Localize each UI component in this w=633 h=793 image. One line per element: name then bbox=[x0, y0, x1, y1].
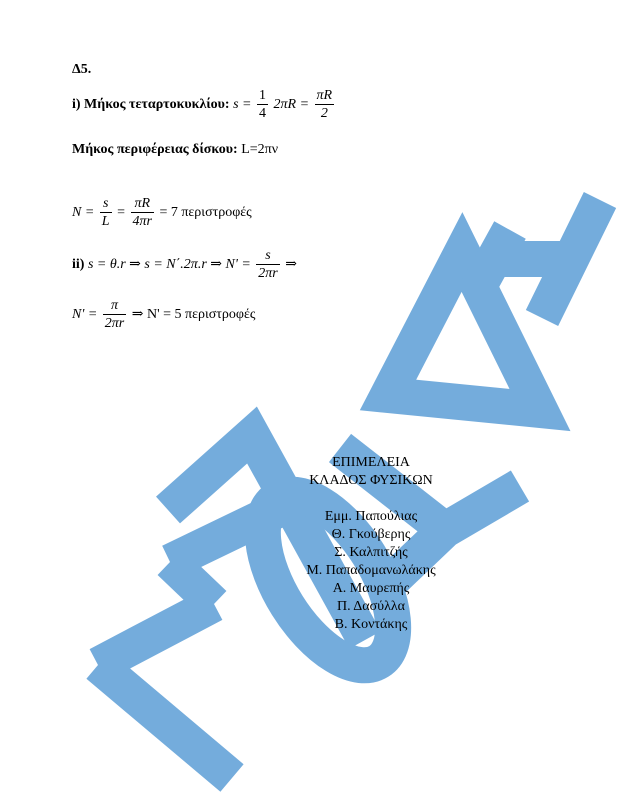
credits-name: Θ. Γκούβερης bbox=[331, 527, 411, 542]
fraction-numerator: s bbox=[256, 248, 279, 265]
fraction-s-over-2pi-r bbox=[256, 248, 279, 282]
n-prime-lhs: N' = bbox=[72, 307, 98, 323]
part-ii-label: ii) bbox=[72, 257, 85, 273]
credits-name: Β. Κοντάκης bbox=[334, 617, 408, 632]
credits-name: Εμμ. Παπούλιας bbox=[324, 509, 418, 524]
credits-title: ΕΠΙΜΕΛΕΙΑ bbox=[332, 455, 410, 470]
perimeter-line bbox=[72, 142, 278, 158]
fraction-denominator: 2πr bbox=[258, 266, 278, 282]
fraction-numerator: πR bbox=[315, 88, 335, 105]
fraction-s-over-l bbox=[100, 196, 112, 230]
n-equation-lhs: N = bbox=[72, 205, 95, 221]
part-i-lhs: s = bbox=[233, 97, 252, 113]
fraction-numerator: π bbox=[103, 298, 126, 315]
fraction-denominator: 4 bbox=[259, 106, 267, 122]
credits-spacer bbox=[266, 490, 476, 508]
fraction-pi-over-2pi-r bbox=[103, 298, 126, 332]
n-equation-line bbox=[72, 196, 252, 230]
part-ii-line bbox=[72, 248, 297, 282]
fraction-denominator: 2πr bbox=[104, 316, 125, 332]
section-heading: Δ5. bbox=[72, 62, 92, 77]
fraction-denominator: L bbox=[101, 214, 110, 230]
n-prime-line bbox=[72, 298, 255, 332]
fraction-denominator: 4πr bbox=[132, 214, 152, 230]
credits-name: Μ. Παπαδομανωλάκης bbox=[306, 563, 436, 578]
credits-name: Σ. Καλπιτζής bbox=[334, 545, 408, 560]
n-equation-result: = 7 περιστροφές bbox=[159, 205, 252, 221]
part-i-label: i) Μήκος τεταρτοκυκλίου: bbox=[72, 97, 230, 113]
fraction-denominator: 2 bbox=[320, 106, 328, 122]
fraction-numerator: s bbox=[100, 196, 112, 213]
fraction-pi-r-over-2 bbox=[315, 88, 335, 122]
fraction-one-quarter bbox=[257, 88, 268, 122]
part-i-mid: 2πR = bbox=[273, 97, 310, 113]
credits-subtitle: ΚΛΑΔΟΣ ΦΥΣΙΚΩΝ bbox=[309, 473, 433, 488]
credits-block bbox=[266, 454, 476, 634]
fraction-numerator: 1 bbox=[257, 88, 268, 105]
part-i-line bbox=[72, 88, 336, 122]
perimeter-formula: L=2πν bbox=[241, 142, 279, 157]
n-prime-result: ⇒ N' = 5 περιστροφές bbox=[131, 307, 256, 323]
n-equation-equals: = bbox=[117, 205, 125, 221]
credits-name: Π. Δασύλλα bbox=[336, 599, 406, 614]
implies-arrow: ⇒ bbox=[285, 257, 297, 273]
fraction-numerator: πR bbox=[131, 196, 154, 213]
fraction-pi-r-over-4pi-r bbox=[131, 196, 154, 230]
perimeter-label: Μήκος περιφέρειας δίσκου: bbox=[72, 142, 238, 157]
credits-name: Α. Μαυρεπής bbox=[332, 581, 410, 596]
part-ii-text: s = θ.r ⇒ s = N΄.2π.r ⇒ N' = bbox=[87, 257, 251, 273]
